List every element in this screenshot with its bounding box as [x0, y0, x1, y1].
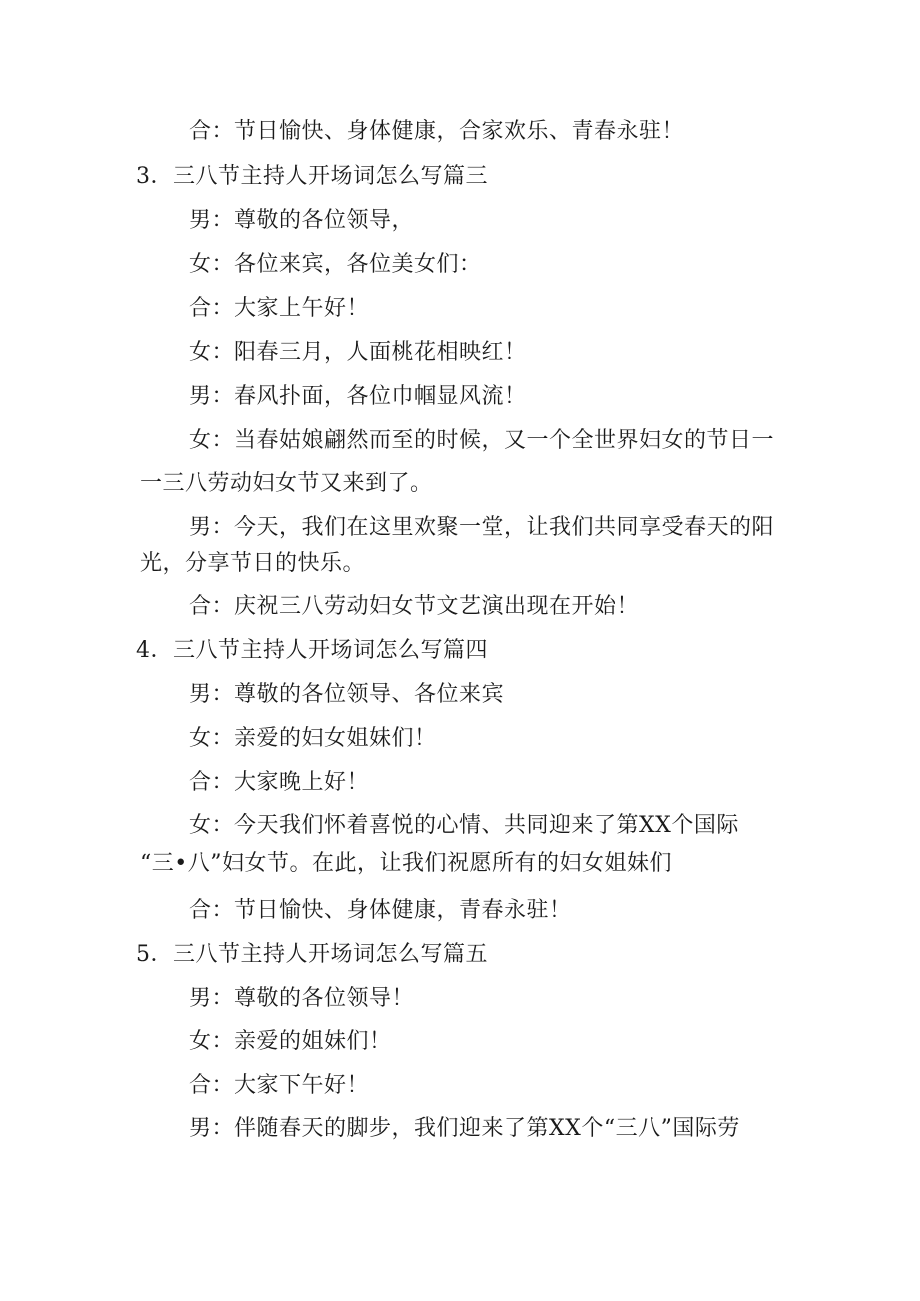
text-line: 男：尊敬的各位领导！ — [189, 986, 415, 1011]
text-line: 合：大家下午好！ — [189, 1073, 370, 1098]
text-line: 合：大家晚上好！ — [189, 770, 370, 795]
text-line: 女：各位来宾，各位美女们： — [189, 252, 482, 277]
section-heading: 5．三八节主持人开场词怎么写篇五 — [136, 942, 488, 967]
text-line: 合：节日愉快、身体健康，合家欢乐、青春永驻！ — [189, 119, 685, 144]
text-line: 女：今天我们怀着喜悦的心情、共同迎来了第XX个国际 — [189, 813, 739, 838]
text-line: 合：大家上午好！ — [189, 296, 370, 321]
text-line: 女：阳春三月，人面桃花相映红！ — [189, 340, 527, 365]
text-line: 合：节日愉快、身体健康，青春永驻！ — [189, 898, 572, 923]
text-line: 一三八劳动妇女节又来到了。 — [140, 471, 433, 496]
text-line: 女：当春姑娘翩然而至的时候，又一个全世界妇女的节日一 — [189, 428, 775, 453]
text-line: 合：庆祝三八劳动妇女节文艺演出现在开始！ — [189, 594, 640, 619]
text-line: 男：伴随春天的脚步，我们迎来了第XX个“三八”国际劳 — [189, 1116, 740, 1141]
section-heading: 4．三八节主持人开场词怎么写篇四 — [136, 638, 488, 663]
text-line: 女：亲爱的妇女姐妹们！ — [189, 726, 437, 751]
text-line: 男：春风扑面，各位巾帼显风流！ — [189, 384, 527, 409]
text-line: 男：尊敬的各位领导、各位来宾 — [189, 682, 505, 707]
section-heading: 3．三八节主持人开场词怎么写篇三 — [136, 164, 488, 189]
text-line: 男：今天，我们在这里欢聚一堂，让我们共同享受春天的阳 — [189, 515, 775, 540]
text-line: 男：尊敬的各位领导， — [189, 208, 415, 233]
text-line: 光，分享节日的快乐。 — [140, 551, 366, 576]
text-line: 女：亲爱的姐妹们！ — [189, 1029, 392, 1054]
text-line: “三•八”妇女节。在此，让我们祝愿所有的妇女姐妹们 — [140, 851, 672, 876]
